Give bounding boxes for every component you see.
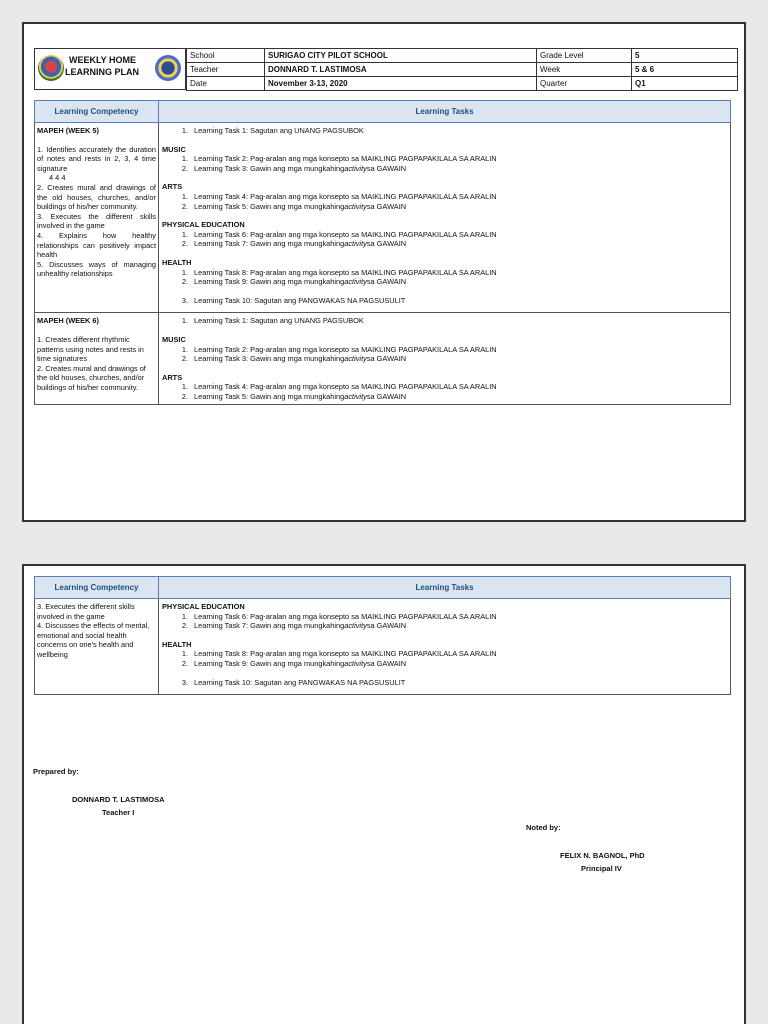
task-item: [162, 230, 728, 240]
section-health: HEALTH: [162, 257, 192, 267]
plan-title: [65, 54, 159, 78]
week6-row: [35, 313, 731, 405]
task-item: [162, 621, 728, 631]
week5-tasks: [159, 123, 731, 313]
info-row: [187, 49, 738, 63]
task-number: 2.: [181, 658, 188, 668]
info-row: [187, 63, 738, 77]
task-number: 1.: [181, 611, 188, 621]
deped-seal-icon: [38, 55, 64, 81]
task-text-italic: activity: [344, 277, 367, 287]
noter-name: FELIX N. BAGNOL, PhD: [560, 851, 645, 860]
task-text: Learning Task 5: Gawin ang mga mungkahing: [194, 201, 345, 211]
task-text: Learning Task 1: Sagutan ang UNANG PAGSUBOK: [194, 126, 364, 135]
task-number: 1.: [181, 382, 188, 392]
info-value: SURIGAO CITY PILOT SCHOOL: [265, 49, 537, 63]
week6-continued-row: [35, 599, 731, 695]
task-text: sa GAWAIN: [366, 621, 407, 631]
info-label: Week: [537, 63, 632, 77]
task-text: Learning Task 8: Pag-aralan ang mga konsepto sa MAIKLING PAGPAPAKILALA SA ARALIN: [194, 649, 497, 659]
task-text: sa GAWAIN: [366, 658, 407, 668]
section-arts: ARTS: [162, 372, 183, 382]
competency-item: 4. Explains how healthy relationships can positively impact health: [37, 230, 156, 260]
task-item: [162, 316, 728, 326]
task-text: sa GAWAIN: [366, 354, 407, 364]
task-text: Learning Task 9: Gawin ang mga mungkahing: [194, 658, 345, 668]
task-item: [162, 392, 728, 402]
week6-tasks: [159, 313, 731, 405]
task-number: 2.: [181, 621, 188, 631]
task-text: sa GAWAIN: [366, 201, 407, 211]
noter-title: Principal IV: [581, 864, 622, 873]
competency-item: 3. Executes the different skills involved in the game: [37, 602, 135, 621]
task-text: Learning Task 2: Pag-aralan ang mga konsepto sa MAIKLING PAGPAPAKILALA SA ARALIN: [194, 154, 497, 164]
info-value: 5: [632, 49, 738, 63]
task-item: [162, 678, 728, 688]
task-item: [162, 612, 728, 622]
task-text-italic: activity: [344, 201, 367, 211]
task-item: [162, 126, 728, 136]
school-info-table: [186, 48, 738, 91]
prepared-by-label: Prepared by:: [33, 767, 79, 776]
task-text: Learning Task 1: Sagutan ang UNANG PAGSUBOK: [194, 316, 364, 326]
task-text-italic: activity: [344, 163, 367, 173]
info-value: November 3-13, 2020: [265, 77, 537, 91]
task-text: Learning Task 10: Sagutan ang PANGWAKAS NA PAGSUSULIT: [194, 295, 406, 305]
week5-heading: MAPEH (WEEK 5): [37, 126, 100, 135]
task-text: Learning Task 7: Gawin ang mga mungkahing: [194, 621, 345, 631]
info-row: [187, 77, 738, 91]
task-number: 1.: [181, 316, 188, 326]
week6-competencies: [35, 313, 159, 405]
task-text: Learning Task 4: Pag-aralan ang mga konsepto sa MAIKLING PAGPAPAKILALA SA ARALIN: [194, 191, 497, 201]
task-text: Learning Task 10: Sagutan ang PANGWAKAS NA PAGSUSULIT: [194, 677, 406, 687]
task-text-italic: activity: [344, 239, 367, 249]
division-seal-icon: [155, 55, 181, 81]
task-number: 1.: [181, 191, 188, 201]
task-item: [162, 154, 728, 164]
task-number: 2.: [181, 354, 188, 364]
task-number: 1.: [181, 344, 188, 354]
task-number: 1.: [181, 154, 188, 164]
task-number: 1.: [181, 267, 188, 277]
task-text: Learning Task 7: Gawin ang mga mungkahing: [194, 239, 345, 249]
task-text-italic: activity: [344, 658, 367, 668]
preparer-title: Teacher I: [102, 808, 135, 817]
plan-title-box: [34, 48, 186, 90]
section-music: MUSIC: [162, 334, 186, 344]
competency-column-header: Learning Competency: [35, 101, 159, 123]
week6-competencies-continued: [35, 599, 159, 695]
task-text: Learning Task 3: Gawin ang mga mungkahing: [194, 354, 345, 364]
task-number: 1.: [181, 126, 188, 135]
task-number: 3.: [181, 295, 188, 305]
section-health: HEALTH: [162, 639, 192, 649]
task-text: Learning Task 6: Pag-aralan ang mga konsepto sa MAIKLING PAGPAPAKILALA SA ARALIN: [194, 611, 497, 621]
task-text: sa GAWAIN: [366, 239, 407, 249]
preparer-name: DONNARD T. LASTIMOSA: [72, 795, 165, 804]
competency-item: 2. Creates mural and drawings of the old houses, churches, and/or buildings of his/her community.: [37, 363, 146, 392]
task-item: [162, 649, 728, 659]
task-item: [162, 192, 728, 202]
task-item: [162, 382, 728, 392]
section-arts: ARTS: [162, 182, 183, 192]
info-label: Grade Level: [537, 49, 632, 63]
competency-item: 2. Creates mural and drawings of the old houses, churches, and/or buildings of his/her community.: [37, 182, 156, 212]
task-number: 2.: [181, 201, 188, 211]
table-header-row: [35, 577, 731, 599]
task-text: sa GAWAIN: [366, 277, 407, 287]
tasks-column-header: Learning Tasks: [159, 101, 731, 123]
task-text: sa GAWAIN: [366, 391, 407, 401]
tasks-column-header: Learning Tasks: [159, 577, 731, 599]
task-item: [162, 345, 728, 355]
task-number: 1.: [181, 649, 188, 659]
competency-item: 5. Discusses ways of managing unhealthy relationships: [37, 259, 156, 279]
competency-item: 1. Identifies accurately the duration of notes and rests in 2, 3, 4 time signature: [37, 144, 156, 173]
week6-tasks-continued: [159, 599, 731, 695]
task-text: Learning Task 6: Pag-aralan ang mga konsepto sa MAIKLING PAGPAPAKILALA SA ARALIN: [194, 229, 497, 239]
learning-plan-table: [34, 100, 731, 405]
task-item: [162, 354, 728, 364]
task-text: Learning Task 4: Pag-aralan ang mga konsepto sa MAIKLING PAGPAPAKILALA SA ARALIN: [194, 382, 497, 392]
info-value: 5 & 6: [632, 63, 738, 77]
section-physical-education: PHYSICAL EDUCATION: [162, 220, 245, 230]
week5-row: [35, 123, 731, 313]
info-label: Quarter: [537, 77, 632, 91]
info-label: School: [187, 49, 265, 63]
task-number: 2.: [181, 239, 188, 249]
competency-column-header: Learning Competency: [35, 577, 159, 599]
info-label: Teacher: [187, 63, 265, 77]
task-text-italic: activity: [344, 621, 367, 631]
task-text-italic: activity: [344, 354, 367, 364]
task-item: [162, 202, 728, 212]
plan-title-line2: LEARNING PLAN: [65, 67, 139, 77]
table-header-row: [35, 101, 731, 123]
task-text: Learning Task 3: Gawin ang mga mungkahing: [194, 163, 345, 173]
plan-title-line1: WEEKLY HOME: [69, 55, 137, 65]
week5-competencies: [35, 123, 159, 313]
task-item: [162, 296, 728, 306]
noted-by-label: Noted by:: [526, 823, 561, 832]
task-item: [162, 164, 728, 174]
task-item: [162, 239, 728, 249]
task-text: Learning Task 8: Pag-aralan ang mga konsepto sa MAIKLING PAGPAPAKILALA SA ARALIN: [194, 267, 497, 277]
task-number: 2.: [181, 163, 188, 173]
task-text: Learning Task 5: Gawin ang mga mungkahing: [194, 391, 345, 401]
task-number: 2.: [181, 391, 188, 401]
info-label: Date: [187, 77, 265, 91]
task-item: [162, 277, 728, 287]
task-item: [162, 268, 728, 278]
task-number: 3.: [181, 677, 188, 687]
info-value: Q1: [632, 77, 738, 91]
competency-item: 3. Executes the different skills involved in the game: [37, 211, 156, 231]
task-number: 1.: [181, 229, 188, 239]
section-music: MUSIC: [162, 144, 186, 154]
time-signature-text: 4 4 4: [49, 173, 66, 183]
section-physical-education: PHYSICAL EDUCATION: [162, 602, 245, 611]
learning-plan-table-continued: [34, 576, 731, 695]
task-item: [162, 659, 728, 669]
document-page-1: [22, 22, 746, 522]
info-value: DONNARD T. LASTIMOSA: [265, 63, 537, 77]
competency-item: 1. Creates different rhythmic patterns using notes and rests in time signatures: [37, 334, 144, 364]
task-text: Learning Task 9: Gawin ang mga mungkahing: [194, 277, 345, 287]
task-text: Learning Task 2: Pag-aralan ang mga konsepto sa MAIKLING PAGPAPAKILALA SA ARALIN: [194, 344, 497, 354]
task-text: sa GAWAIN: [366, 163, 407, 173]
task-number: 2.: [181, 277, 188, 287]
document-page-2: [22, 564, 746, 1024]
competency-item: 4. Discusses the effects of mental, emotional and social health concerns on one's health and wellbeing: [37, 621, 150, 659]
week6-heading: MAPEH (WEEK 6): [37, 316, 100, 326]
task-text-italic: activity: [344, 391, 367, 401]
